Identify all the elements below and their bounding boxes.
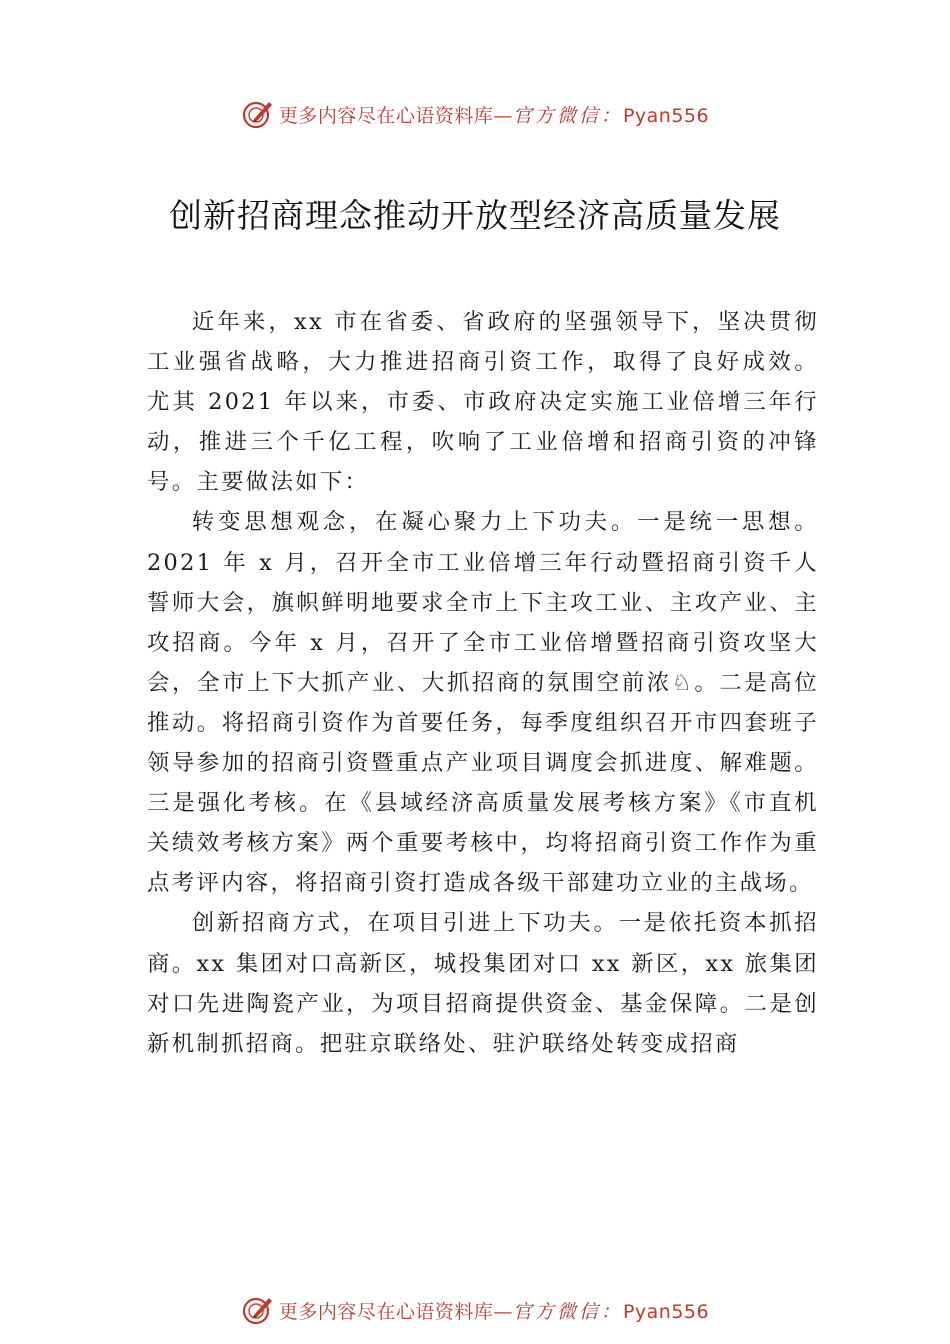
pen-logo-icon <box>241 97 275 131</box>
document-body <box>147 302 819 1064</box>
paragraph: 近年来，xx 市在省委、省政府的坚强领导下，坚决贯彻工业强省战略，大力推进招商引资工作，取得了良好成效。 尤其 2021 年以来，市委、市政府决定实施工业倍增三年行动，推进三个千亿工程，吹响了工业倍增和招商引资的冲锋号。主要做法如下： <box>147 309 819 496</box>
watermark-dash: — <box>493 1300 513 1323</box>
watermark-text <box>279 101 709 128</box>
watermark-brand: 更多内容尽在心语资料库 <box>278 104 494 127</box>
watermark-dash: — <box>493 104 513 127</box>
watermark-brand: 更多内容尽在心语资料库 <box>278 1300 494 1323</box>
watermark-official-label: 官方微信： <box>512 104 623 127</box>
header-watermark <box>0 94 950 134</box>
paragraph: 创新招商方式，在项目引进上下功夫。一是依托资本抓招商。xx 集团对口高新区，城投集团对口 xx 新区，xx 旅集团对口先进陶瓷产业，为项目招商提供资金、基金保障。二是创新机制抓招商。把驻京联络处、驻沪联络处转变成招商 <box>147 910 819 1057</box>
watermark-official-label: 官方微信： <box>512 1300 623 1323</box>
pen-logo-icon <box>241 1293 275 1327</box>
paragraph: 转变思想观念，在凝心聚力上下功夫。一是统一思想。2021 年 x 月，召开全市工业倍增三年行动暨招商引资千人誓师大会，旗帜鲜明地要求全市上下主攻工业、主攻产业、主攻招商。今年 x 月，召开了全市工业倍增暨招商引资攻坚大会，全市上下大抓产业、大抓招商的氛围空前浓♘。二是高位推动。将招商引资作为首要任务，每季度组织召开市四套班子领导参加的招商引资暨重点产业项目调度会抓进度、解难题。三是强化考核。在《县域经济高质量发展考核方案》《市直机关绩效考核方案》两个重要考核中，均将招商引资工作作为重点考评内容，将招商引资打造成各级干部建功立业的主战场。 <box>147 509 819 897</box>
watermark-wechat-id: Pyan556 <box>622 1300 710 1323</box>
watermark-text <box>279 1297 709 1324</box>
document-title: 创新招商理念推动开放型经济高质量发展 <box>169 196 781 235</box>
watermark-wechat-id: Pyan556 <box>622 104 710 127</box>
footer-watermark <box>0 1290 950 1330</box>
